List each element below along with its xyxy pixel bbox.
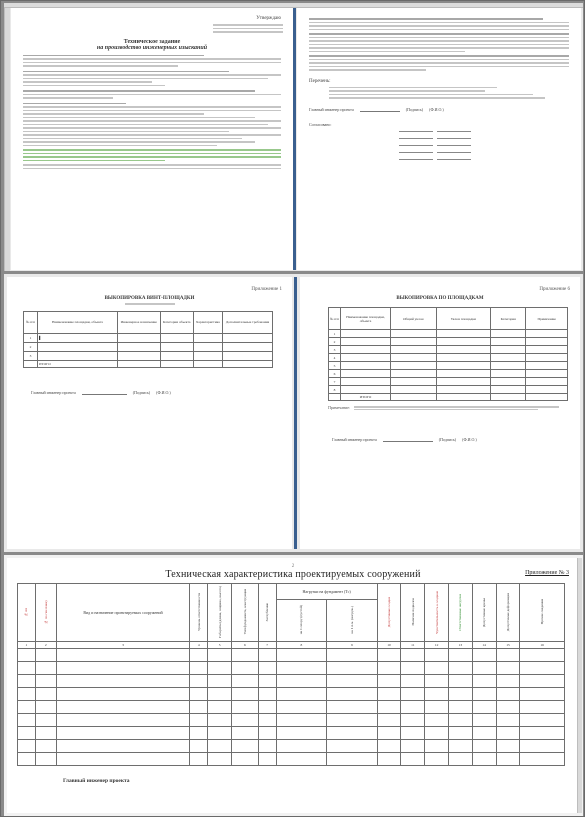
col-header: Категория [491, 308, 526, 330]
data-table: № п/п Наименование площадки, объекта Инженерное назначение Категория объекта Характеристика Дополнительные требования 1 ▌ 2 3 ИТОГО [23, 311, 273, 368]
signature-hint: (Подпись) [438, 437, 457, 442]
col-number: 10 [377, 642, 401, 649]
col-group-header: Нагрузки на фундамент (Тс) [276, 584, 377, 600]
name-hint: (Ф.И.О.) [156, 389, 171, 395]
row-number: 8 [329, 386, 341, 394]
col-number: 7 [258, 642, 276, 649]
table-row [18, 688, 565, 701]
row-number: 3 [24, 351, 38, 360]
page-divider [293, 8, 296, 270]
col-number: 5 [208, 642, 232, 649]
column-numbers-row [18, 642, 565, 649]
table-row [18, 727, 565, 740]
page-spread-1 [4, 3, 583, 271]
col-header: Общий уклон [391, 308, 437, 330]
row-number: 7 [329, 378, 341, 386]
approval-stamp: Утверждаю [256, 16, 281, 21]
signer-label: Главный инженер проекта [31, 389, 76, 395]
document-page-left [7, 277, 292, 549]
row-number: 6 [329, 370, 341, 378]
row-number: 5 [329, 362, 341, 370]
col-header: Габариты (длина, ширина, высота) [217, 586, 222, 638]
col-number: 15 [496, 642, 520, 649]
document-page-landscape [7, 558, 579, 813]
col-header: на 1 опору (пустой) [299, 605, 304, 635]
col-header: Прочие сведения [540, 599, 545, 625]
col-number: 14 [472, 642, 496, 649]
col-header: № п/п [329, 308, 341, 330]
name-hint: (Ф.И.О.) [462, 437, 477, 442]
col-header: № по ген плану [43, 600, 48, 624]
appendix-label: Приложение № 3 [525, 570, 569, 576]
col-header: Допустимые крены [482, 597, 487, 627]
col-number: 16 [520, 642, 565, 649]
col-number: 6 [232, 642, 259, 649]
col-header: на 1 п.м. (нагруж.) [349, 606, 354, 634]
row-number: 1 [329, 330, 341, 338]
row-number: 1 [24, 333, 38, 342]
table-title: ВЫКОПИРОВКА ВИНТ-ПЛОЩАДКИ [104, 296, 195, 301]
table-row [18, 649, 565, 662]
document-subtitle: на производство инженерных изысканий [96, 44, 208, 51]
col-number: 1 [18, 642, 36, 649]
table-row [18, 753, 565, 766]
col-header: Наименование площадки, объекта [38, 311, 118, 333]
page-number: 2 [291, 564, 295, 569]
row-number: 2 [24, 342, 38, 351]
vertical-ruler [577, 558, 582, 813]
document-page-right [300, 277, 580, 549]
col-header: Допустимые деформации [505, 592, 510, 632]
appendix-label: Приложение 6 [539, 287, 570, 292]
total-label: ИТОГО [38, 360, 118, 367]
col-number: 13 [448, 642, 472, 649]
signer-label: Главный инженер проекта [332, 437, 377, 442]
name-hint: (Ф.И.О.) [429, 106, 444, 112]
vertical-ruler [4, 8, 10, 271]
total-label: ИТОГО [341, 394, 391, 401]
col-number: 3 [56, 642, 190, 649]
col-header: Категория объекта [160, 311, 193, 333]
characteristics-table [17, 583, 565, 766]
col-header: Тип фундамента, конструкция [242, 589, 247, 635]
col-header: Заглубление [265, 602, 270, 622]
table-row [18, 701, 565, 714]
signature-hint: (Подпись) [405, 106, 424, 112]
col-header: Уклон площадки [436, 308, 491, 330]
document-body-text [23, 55, 281, 170]
col-number: 4 [190, 642, 208, 649]
document-body-text [309, 18, 569, 71]
table-row [18, 662, 565, 675]
col-number: 12 [425, 642, 449, 649]
signer-label: Главный инженер проекта [63, 778, 130, 784]
col-header: Вид и назначение проектируемых сооружений [56, 584, 190, 642]
col-header: Допустимые осадки [387, 596, 392, 628]
col-header: Уровень ответственности [196, 593, 201, 631]
table-title: Техническая характеристика проектируемых сооружений [165, 569, 421, 580]
col-header: Наличие подвалов [410, 598, 415, 626]
col-header: Наименование площадки, объекта [341, 308, 391, 330]
col-header: № п/п [24, 311, 38, 333]
data-table [328, 307, 568, 401]
col-number: 11 [401, 642, 425, 649]
page-spread-2 [4, 274, 583, 552]
agreed-label: Согласовано: [309, 121, 332, 127]
col-number: 2 [35, 642, 56, 649]
col-header: Инженерное назначение [118, 311, 161, 333]
document-title: Техническое задание [123, 38, 181, 45]
col-header: Характеристика [193, 311, 222, 333]
list-heading: Перечень: [309, 78, 331, 84]
document-page-right [297, 8, 581, 270]
col-header: Дополнительные требования [222, 311, 272, 333]
appendix-label: Приложение 1 [251, 287, 282, 292]
table-title: ВЫКОПИРОВКА ПО ПЛОЩАДКАМ [396, 296, 484, 301]
signature-hint: (Подпись) [132, 389, 151, 395]
document-page-left [11, 8, 293, 270]
col-number: 9 [327, 642, 378, 649]
col-header: № пп [24, 607, 29, 617]
col-number: 8 [276, 642, 327, 649]
table-row [18, 675, 565, 688]
row-number: 3 [329, 346, 341, 354]
table-row [18, 740, 565, 753]
col-header: Ответственные нагрузки [458, 593, 463, 631]
page-spread-3 [4, 555, 583, 816]
page-divider [294, 277, 297, 549]
note-label: Примечание: [328, 405, 351, 410]
col-header: Примечание [526, 308, 568, 330]
col-header: Чувствительность к осадкам [434, 590, 439, 634]
row-number: 2 [329, 338, 341, 346]
row-number: 4 [329, 354, 341, 362]
table-row [18, 714, 565, 727]
signer-label: Главный инженер проекта [309, 106, 354, 112]
